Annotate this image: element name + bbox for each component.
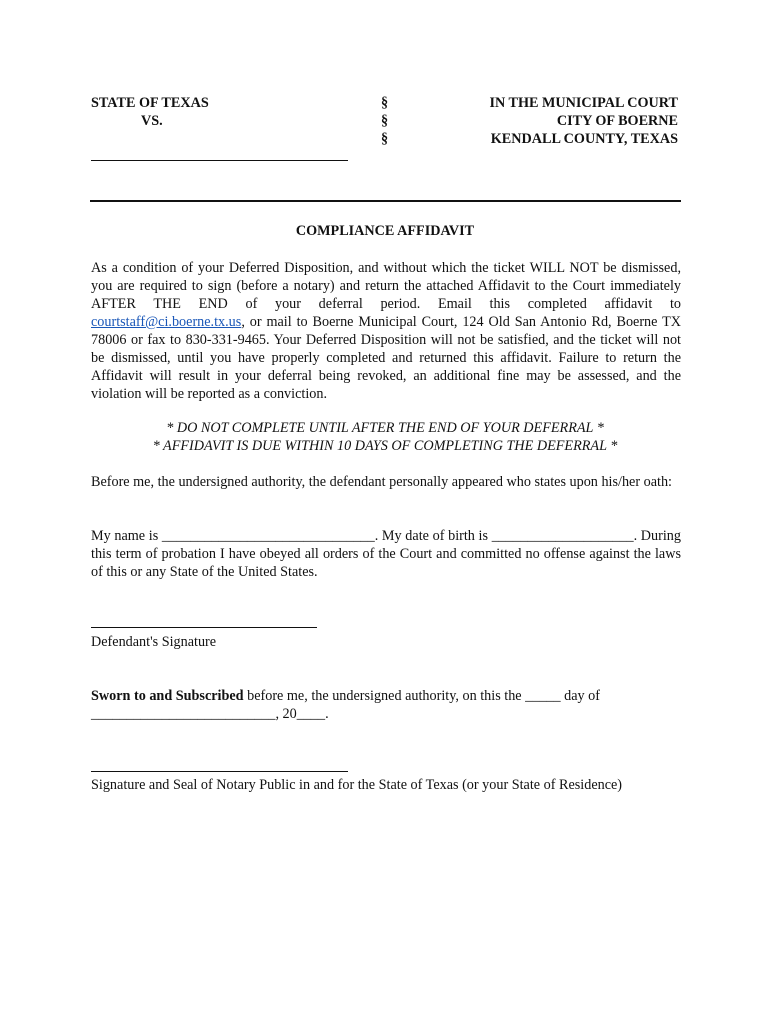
instructions-text-start: As a condition of your Deferred Disposition, and without which the ticket WILL NOT be dismissed, you are required to sign (before a notary) and return the attached Affidavit to the Court immediately AFTER THE END of your deferral period. Email this completed affidavit to [91, 260, 681, 312]
notice-line-2: * AFFIDAVIT IS DUE WITHIN 10 DAYS OF COMPLETING THE DEFERRAL * [152, 438, 618, 454]
court-county: KENDALL COUNTY, TEXAS [490, 131, 678, 147]
document-title: COMPLIANCE AFFIDAVIT [295, 223, 475, 239]
section-mark: § [381, 113, 389, 129]
header-divider [90, 200, 681, 202]
statement-body: During this term of probation I have obeyed all orders of the Court and committed no offense against the laws of this or any State of the United States. [91, 528, 681, 580]
name-blank-field[interactable]: ______________________________ [161, 528, 375, 544]
instructions-paragraph [91, 259, 681, 403]
section-mark: § [381, 95, 389, 111]
section-mark: § [381, 131, 389, 147]
notice-line-1: * DO NOT COMPLETE UNTIL AFTER THE END OF YOUR DEFERRAL * [166, 420, 604, 436]
dob-suffix: . [633, 528, 638, 544]
deferral-notice [0, 419, 770, 455]
court-email-link[interactable]: courtstaff@ci.boerne.tx.us [91, 314, 242, 330]
section-marks [381, 94, 388, 148]
defendant-statement [91, 527, 681, 581]
court-city: CITY OF BOERNE [556, 113, 678, 129]
sworn-text: before me, the undersigned authority, on this the _____ day of __________________________, 20____. [91, 688, 601, 722]
notary-signature-line[interactable] [91, 771, 348, 772]
court-name: IN THE MUNICIPAL COURT [489, 95, 678, 111]
notary-signature-label: Signature and Seal of Notary Public in and for the State of Texas (or your State of Residence) [91, 777, 623, 793]
versus-label: VS. [141, 113, 163, 129]
dob-prefix: . My date of birth is [374, 528, 492, 544]
instructions-text-end: , or mail to Boerne Municipal Court, 124 Old San Antonio Rd, Boerne TX 78006 or fax to 830-331-9465. Your Deferred Disposition will not be satisfied, and the ticket will not be dismissed, until you have properly completed and returned this affidavit. Failure to return the Affidavit will result in your deferral being revoked, an additional fine may be assessed, and the violation will be reported as a conviction. [91, 314, 681, 402]
court-caption [489, 94, 678, 148]
defendant-signature-line[interactable] [91, 627, 317, 628]
sworn-lead: Sworn to and Subscribed [91, 688, 244, 704]
oath-intro: Before me, the undersigned authority, the defendant personally appeared who states upon his/her oath: [91, 474, 672, 490]
dob-blank-field[interactable]: ____________________ [491, 528, 634, 544]
caption-left [91, 94, 209, 130]
sworn-statement [91, 687, 681, 723]
name-prefix: My name is [91, 528, 162, 544]
state-label: STATE OF TEXAS [91, 95, 209, 111]
defendant-name-line[interactable] [91, 160, 348, 161]
defendant-signature-label: Defendant's Signature [91, 634, 217, 650]
